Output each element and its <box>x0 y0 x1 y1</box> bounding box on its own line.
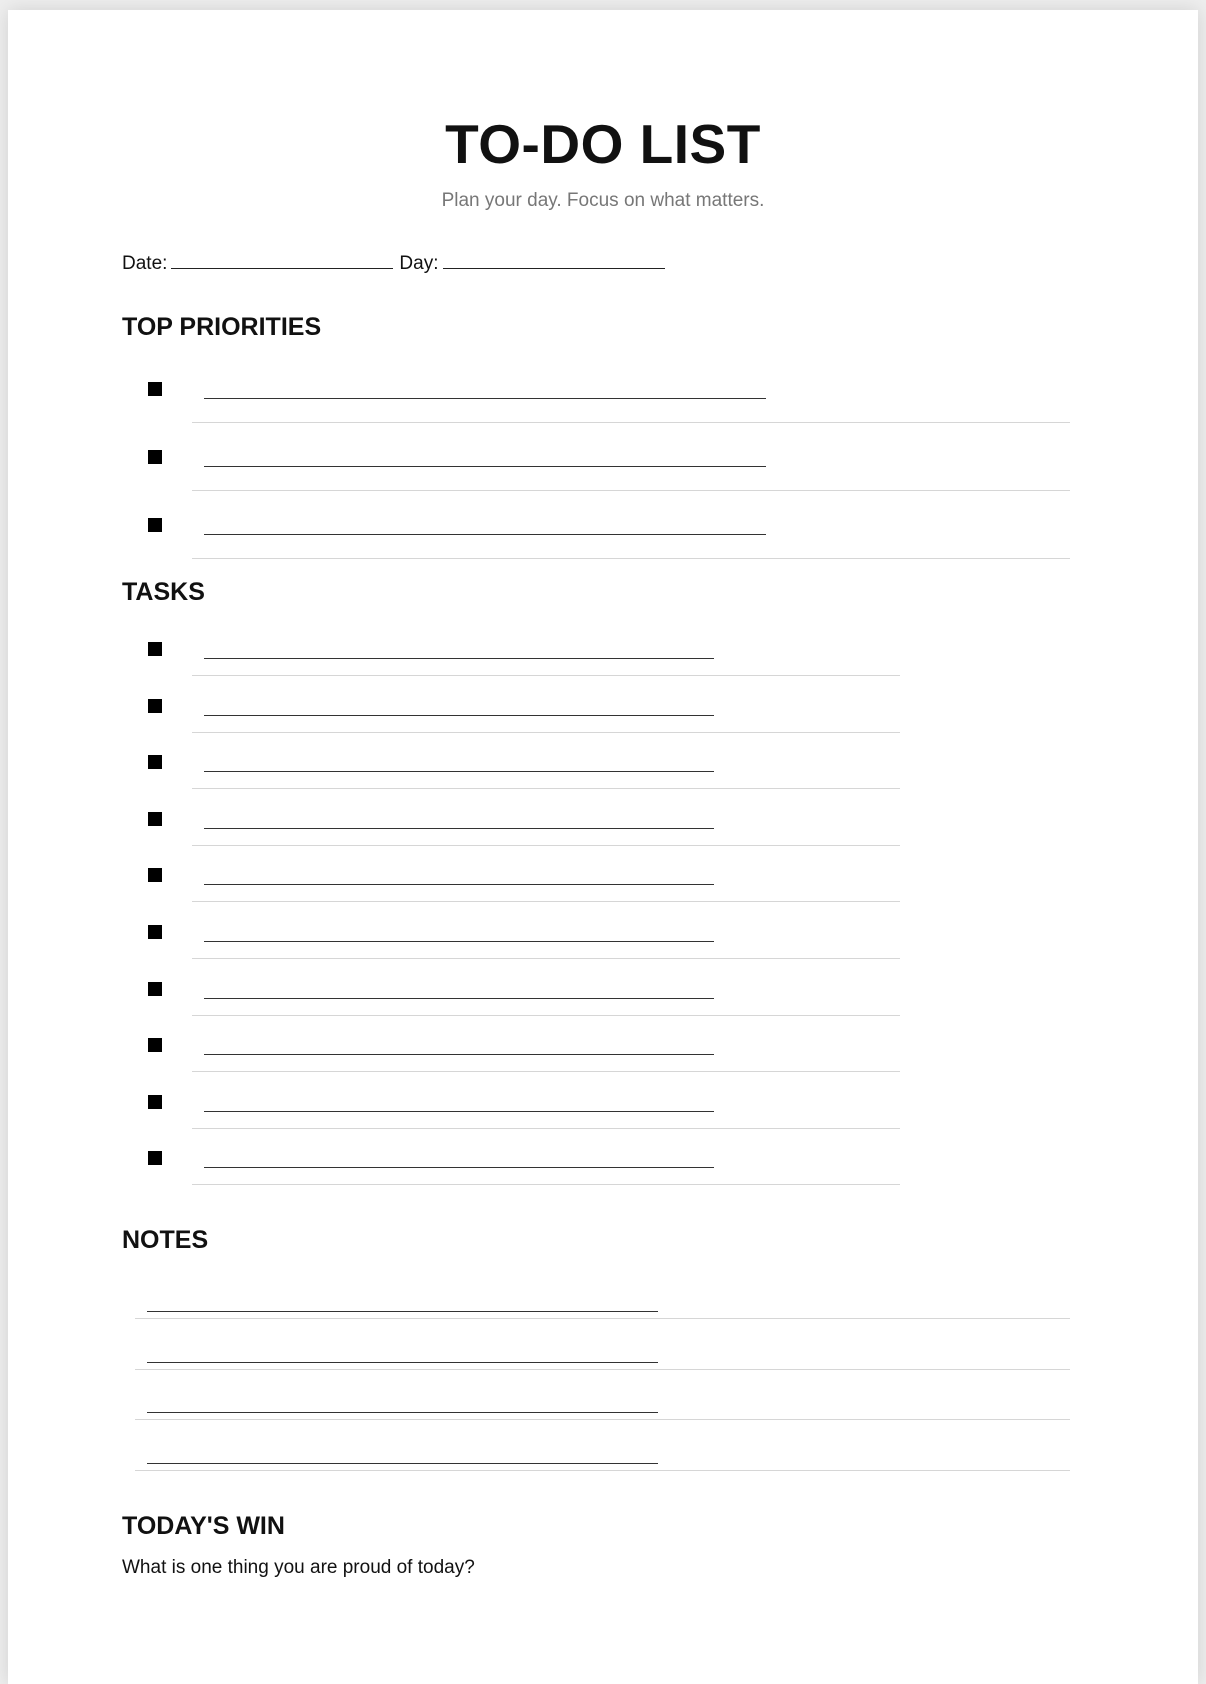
checkbox-square-icon[interactable] <box>148 868 162 882</box>
date-day-line <box>122 250 671 275</box>
todays-win-prompt: What is one thing you are proud of today? <box>122 1557 475 1578</box>
priority-row-divider <box>192 490 1070 491</box>
note-row-divider <box>135 1419 1070 1420</box>
priority-write-line[interactable] <box>204 466 766 467</box>
task-row-divider <box>192 901 900 902</box>
note-row-divider <box>135 1470 1070 1471</box>
note-row-divider <box>135 1369 1070 1370</box>
task-write-line[interactable] <box>204 1111 714 1112</box>
notes-heading: NOTES <box>122 1226 209 1254</box>
checkbox-square-icon[interactable] <box>148 642 162 656</box>
day-blank[interactable] <box>443 250 665 269</box>
day-label: Day: <box>399 253 439 274</box>
task-write-line[interactable] <box>204 658 714 659</box>
task-row-divider <box>192 1184 900 1185</box>
date-blank[interactable] <box>171 250 393 269</box>
checkbox-square-icon[interactable] <box>148 382 162 396</box>
task-write-line[interactable] <box>204 884 714 885</box>
note-write-line[interactable] <box>147 1412 658 1413</box>
checkbox-square-icon[interactable] <box>148 1038 162 1052</box>
top-priorities-heading: TOP PRIORITIES <box>122 313 322 341</box>
task-row-divider <box>192 1015 900 1016</box>
note-write-line[interactable] <box>147 1463 658 1464</box>
todays-win-heading: TODAY'S WIN <box>122 1512 285 1540</box>
task-write-line[interactable] <box>204 1054 714 1055</box>
note-write-line[interactable] <box>147 1311 658 1312</box>
task-write-line[interactable] <box>204 1167 714 1168</box>
checkbox-square-icon[interactable] <box>148 812 162 826</box>
checkbox-square-icon[interactable] <box>148 699 162 713</box>
task-row-divider <box>192 845 900 846</box>
task-row-divider <box>192 958 900 959</box>
task-row-divider <box>192 788 900 789</box>
task-write-line[interactable] <box>204 941 714 942</box>
page-title: TO-DO LIST <box>445 113 761 175</box>
priority-row-divider <box>192 558 1070 559</box>
note-row-divider <box>135 1318 1070 1319</box>
task-write-line[interactable] <box>204 715 714 716</box>
priority-write-line[interactable] <box>204 398 766 399</box>
checkbox-square-icon[interactable] <box>148 450 162 464</box>
checkbox-square-icon[interactable] <box>148 1151 162 1165</box>
checkbox-square-icon[interactable] <box>148 1095 162 1109</box>
checkbox-square-icon[interactable] <box>148 925 162 939</box>
priority-write-line[interactable] <box>204 534 766 535</box>
page-subtitle: Plan your day. Focus on what matters. <box>441 190 765 211</box>
task-write-line[interactable] <box>204 771 714 772</box>
priority-row-divider <box>192 422 1070 423</box>
checkbox-square-icon[interactable] <box>148 518 162 532</box>
task-write-line[interactable] <box>204 998 714 999</box>
checkbox-square-icon[interactable] <box>148 982 162 996</box>
note-write-line[interactable] <box>147 1362 658 1363</box>
tasks-heading: TASKS <box>122 578 205 606</box>
task-row-divider <box>192 675 900 676</box>
date-label: Date: <box>122 253 168 274</box>
checkbox-square-icon[interactable] <box>148 755 162 769</box>
task-row-divider <box>192 1071 900 1072</box>
task-write-line[interactable] <box>204 828 714 829</box>
task-row-divider <box>192 1128 900 1129</box>
task-row-divider <box>192 732 900 733</box>
